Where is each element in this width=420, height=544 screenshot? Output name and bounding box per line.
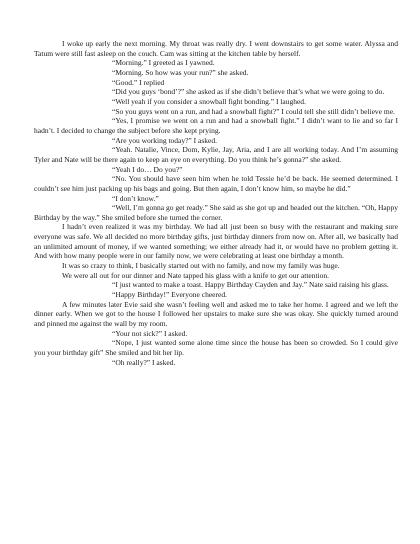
paragraph: It was so crazy to think, I basically started out with no family, and now my family was huge. — [62, 261, 340, 271]
paragraph: “Nope, I just wanted some alone time since the house has been so crowded. So I could give you your birthday gift” She smiled and bit her lip. — [34, 338, 398, 357]
paragraph: “Are you working today?” I asked. — [112, 135, 217, 145]
paragraph: I hadn’t even realized it was my birthday. We had all just been so busy with the restaurant and making sure everyone was safe. We all decided no more birthday gifts, just birthday dinners from now on. After all, we basically had an unlimited amount of money, if we wanted something; we either already had it, or would have no problem getting it. And with how many people were in our family now, we were celebrating at least one birthday a month. — [34, 222, 398, 261]
paragraph: “Oh really?” I asked. — [112, 357, 176, 367]
paragraph: “Yeah I do… Do you?” — [112, 164, 183, 174]
paragraph: “Yeah. Natalie, Vince, Dom, Kylie, Jay, Aria, and I are all working today. And I’m assuming Tyler and Nate will be there again to keep an eye on everything. Do you think he’s gonna?” she asked. — [34, 145, 398, 164]
paragraph: A few minutes later Evie said she wasn’t feeling well and asked me to take her home. I agreed and we left the dinner early. When we got to the house I followed her upstairs to make sure she was okay. She quickly turned around and pinned me against the wall by my room. — [34, 299, 398, 329]
paragraph: “I just wanted to make a toast. Happy Birthday Cayden and Jay.” Nate said raising his glass. — [112, 280, 389, 290]
paragraph: “Your not sick?” I asked. — [112, 328, 188, 338]
paragraph: “Happy Birthday!” Everyone cheered. — [112, 290, 227, 300]
document-body — [34, 39, 398, 367]
paragraph: “Morning. So how was your run?” she asked. — [112, 67, 249, 77]
paragraph: “Yes, I promise we went on a run and had a snowball fight.” I didn’t want to lie and so far I hadn’t. I decided to change the subject before she kept prying. — [34, 116, 398, 135]
paragraph: “Did you guys ‘bond’?” she asked as if she didn’t believe that’s what we were going to do. — [112, 87, 385, 97]
paragraph: “No. You should have seen him when he told Tessie he’d be back. He seemed determined. I couldn’t see him just packing up his bags and going. But then again, I don’t know him, so maybe he did.” — [34, 174, 398, 193]
paragraph: “I don’t know.” — [112, 193, 159, 203]
paragraph: “Good.” I replied — [112, 77, 165, 87]
paragraph: “Well yeah if you consider a snowball fight bonding.” I laughed. — [112, 96, 306, 106]
paragraph: “Morning.” I greeted as I yawned. — [112, 58, 215, 68]
paragraph: I woke up early the next morning. My throat was really dry. I went downstairs to get some water. Alyssa and Tatum were still fast asleep on the couch. Cam was sitting at the kitchen table by herself. — [34, 39, 398, 58]
paragraph: “Well, I’m gonna go get ready.” She said as she got up and headed out the kitchen. “Oh, Happy Birthday by the way.” She smiled before she turned the corner. — [34, 203, 398, 222]
paragraph: We were all out for our dinner and Nate tapped his glass with a knife to get our attention. — [62, 270, 330, 280]
paragraph: “So you guys went on a run, and had a snowball fight?” I could tell she still didn’t believe me. — [112, 106, 395, 116]
